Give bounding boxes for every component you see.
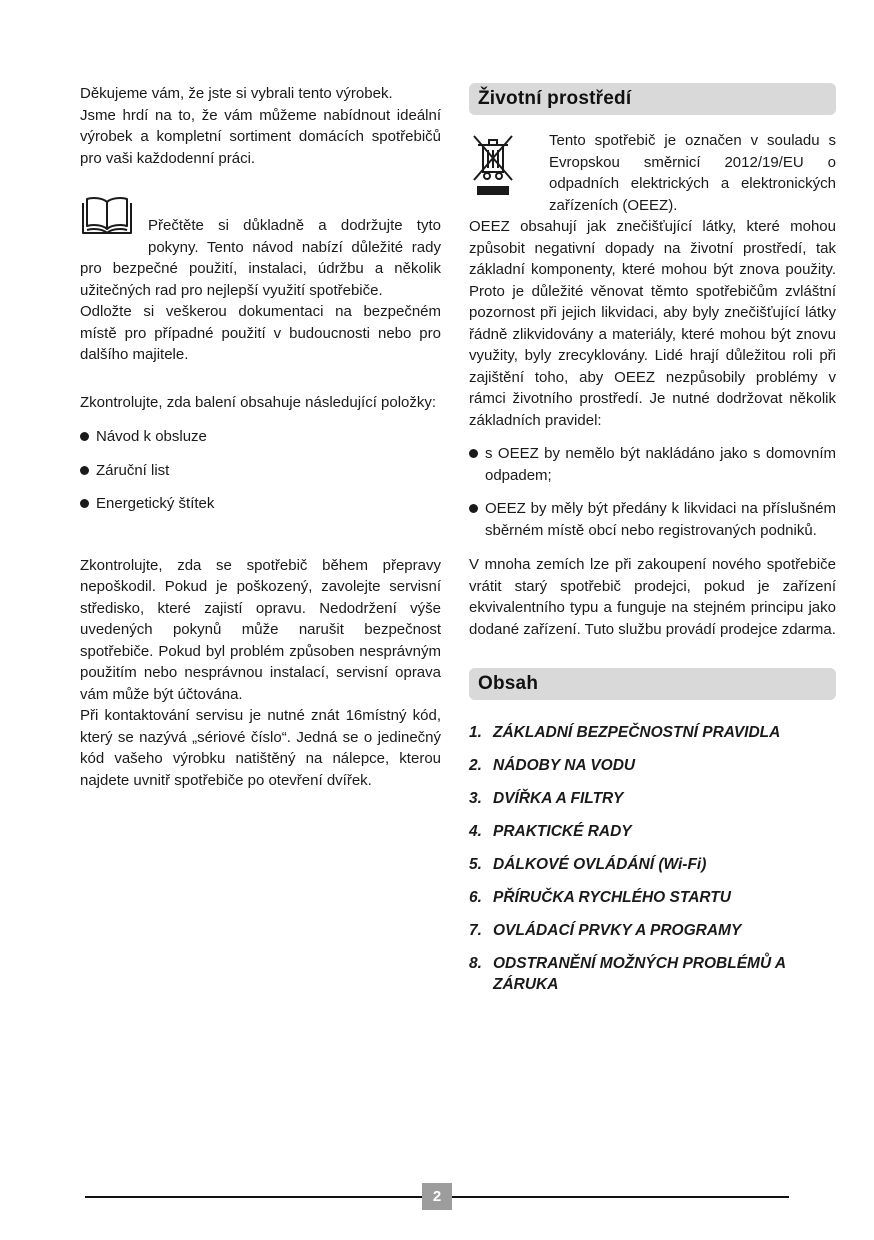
list-item bbox=[80, 460, 441, 482]
toc-item-number: 6. bbox=[469, 889, 482, 906]
toc-item bbox=[469, 821, 836, 842]
open-book-icon bbox=[80, 215, 148, 237]
contents-section-title: Obsah bbox=[478, 673, 539, 694]
toc-item-label: DVÍŘKA A FILTRY bbox=[493, 790, 624, 807]
toc-item-label: PŘÍRUČKA RYCHLÉHO STARTU bbox=[493, 889, 731, 906]
toc-item-label: ZÁKLADNÍ BEZPEČNOSTNÍ PRAVIDLA bbox=[493, 724, 781, 741]
environment-section-header bbox=[469, 83, 836, 115]
package-contents-list bbox=[80, 426, 441, 515]
contents-section-header bbox=[469, 668, 836, 700]
weee-explanation-paragraph: OEEZ obsahují jak znečišťující látky, které mohou způsobit negativní dopady na životní prostředí, tak základní komponenty, které mohou být znova použity. Proto je důležité věnovat těmto spotřebičům zvláštní pozornost při jejich likvidaci, aby byly znečišťující látky řádně zlikvidovány a materiály, které mohou být znovu využity, byly zrecyklovány. Lidé hrají důležitou roli při zajištění toho, aby OEEZ nezpůsobily problémy v rámci životního prostředí. Je nutné dodržovat několik základních pravidel: bbox=[469, 218, 836, 429]
list-item-label: Energetický štítek bbox=[96, 495, 215, 512]
page-footer bbox=[85, 1183, 789, 1210]
toc-item-label: DÁLKOVÉ OVLÁDÁNÍ (Wi-Fi) bbox=[493, 856, 707, 873]
serial-number-paragraph: Při kontaktování servisu je nutné znát 16místný kód, který se nazývá „sériové číslo“. Jedná se o jedinečný kód vašeho výrobku natištěný na nálepce, kterou najdete uvnitř spotřebiče po otevření dvířek. bbox=[80, 707, 441, 789]
page-number-badge: 2 bbox=[422, 1183, 452, 1210]
weee-directive-block bbox=[469, 130, 836, 216]
weee-rules-list bbox=[469, 443, 836, 541]
old-appliance-return-paragraph: V mnoha zemích lze při zakoupení nového spotřebiče vrátit starý spotřebič prodejci, pokud je zařízení ekvivalentního typu a funguje na stejném principu jako dodané zařízení. Tuto službu provádí prodejce zdarma. bbox=[469, 556, 836, 638]
list-item bbox=[80, 426, 441, 448]
weee-crossed-bin-icon bbox=[469, 130, 549, 216]
list-item-label: s OEEZ by nemělo být nakládáno jako s domovním odpadem; bbox=[485, 445, 836, 484]
toc-item bbox=[469, 887, 836, 908]
toc-item-label: OVLÁDACÍ PRVKY A PROGRAMY bbox=[493, 922, 742, 939]
toc-item-number: 1. bbox=[469, 724, 482, 741]
toc-item bbox=[469, 755, 836, 776]
toc-item bbox=[469, 854, 836, 875]
toc-item-label: PRAKTICKÉ RADY bbox=[493, 823, 632, 840]
list-item-label: OEEZ by měly být předány k likvidaci na příslušném sběrném místě obcí nebo registrovaných podniků. bbox=[485, 500, 836, 539]
environment-section-title: Životní prostředí bbox=[478, 88, 632, 109]
read-instructions-paragraph: Přečtěte si důkladně a dodržujte tyto pokyny. Tento návod nabízí důležité rady pro bezpečné použití, instalaci, údržbu a několik užitečných rad pro nejlepší využití spotřebiče. bbox=[80, 217, 441, 299]
toc-item bbox=[469, 953, 836, 995]
transport-damage-paragraph: Zkontrolujte, zda se spotřebič během přepravy nepoškodil. Pokud je poškozený, zavolejte servisní středisko, které zajistí opravu. Nedodržení výše uvedených pokynů může narušit bezpečnost spotřebiče. Pokud byl problém způsoben nesprávným použitím nebo nesprávnou instalací, servisní oprava vám může být účtována. bbox=[80, 556, 441, 703]
right-column bbox=[469, 83, 836, 995]
toc-item-number: 4. bbox=[469, 823, 482, 840]
keep-documents-paragraph: Odložte si veškerou dokumentaci na bezpečném místě pro případné použití v budoucnosti nebo pro dalšího majitele. bbox=[80, 303, 441, 363]
bullet-icon bbox=[80, 499, 89, 508]
toc-item bbox=[469, 722, 836, 743]
toc-item bbox=[469, 788, 836, 809]
list-item-label: Záruční list bbox=[96, 461, 170, 479]
bullet-icon bbox=[80, 466, 89, 475]
toc-item-label: ODSTRANĚNÍ MOŽNÝCH PROBLÉMŮ A ZÁRUKA bbox=[493, 955, 786, 993]
list-item bbox=[80, 493, 441, 515]
weee-marking-paragraph: Tento spotřebič je označen v souladu s Evropskou směrnicí 2012/19/EU o odpadních elektrických a elektronických zařízeních (OEEZ). bbox=[549, 132, 836, 214]
bullet-icon bbox=[469, 504, 478, 513]
toc-item-number: 2. bbox=[469, 757, 482, 774]
table-of-contents bbox=[469, 722, 836, 995]
check-package-paragraph: Zkontrolujte, zda balení obsahuje následující položky: bbox=[80, 393, 437, 411]
toc-item bbox=[469, 920, 836, 941]
bullet-icon bbox=[80, 432, 89, 441]
read-instructions-block bbox=[80, 215, 441, 301]
toc-item-label: NÁDOBY NA VODU bbox=[493, 757, 636, 774]
toc-item-number: 3. bbox=[469, 790, 482, 807]
list-item bbox=[469, 443, 836, 486]
left-column bbox=[80, 83, 441, 995]
toc-item-number: 8. bbox=[469, 955, 482, 972]
list-item-label: Návod k obsluze bbox=[96, 428, 207, 445]
intro-paragraph-1: Děkujeme vám, že jste si vybrali tento výrobek. bbox=[80, 85, 393, 102]
intro-paragraph-2: Jsme hrdí na to, že vám můžeme nabídnout ideální výrobek a kompletní sortiment domácích spotřebičů pro vaši každodenní práci. bbox=[80, 106, 441, 167]
toc-item-number: 7. bbox=[469, 922, 482, 939]
list-item bbox=[469, 498, 836, 541]
toc-item-number: 5. bbox=[469, 856, 482, 873]
bullet-icon bbox=[469, 449, 478, 458]
